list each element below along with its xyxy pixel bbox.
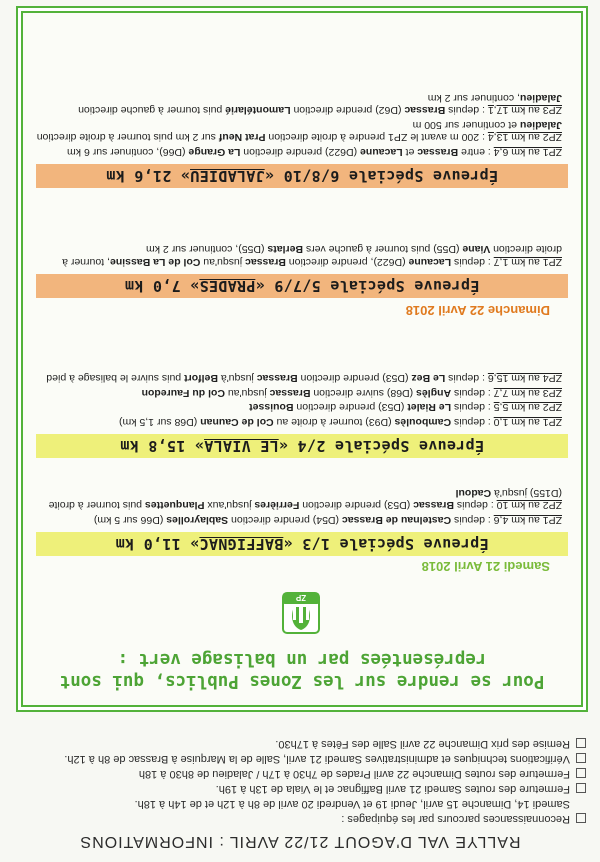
info-item [12, 736, 588, 751]
zone-entry [34, 119, 562, 144]
zone-directions: : depuis Castelnau de Brassac (D54) prendre direction Sablayrolles (D66 sur 5 km) [93, 514, 494, 526]
zone-directions: : depuis Lacaune (D622), prendre direction Brassac jusqu'au Col de La Bassine, tourner à droite direction Viane (D55) puis tourner à gauche vers Berlats (D55), continuer sur 2 km [62, 243, 562, 268]
info-list [12, 736, 588, 826]
zone-label: ZP2 au km 13,4 [487, 131, 562, 144]
stage-3-zones [34, 241, 562, 268]
info-item [12, 751, 588, 766]
logo-text: ZP [295, 593, 307, 602]
zone-directions: : depuis Le Bez (D53) prendre direction Brassac jusqu'à Belfort puis suivre le balisage à pied [46, 372, 488, 385]
stage-2-zones [34, 370, 562, 428]
zones-title: Pour se rendre sur les Zones Publics, qui sont représentées par un balisage vert : [59, 649, 545, 691]
stage-distance: » 15,8 km [120, 437, 205, 455]
sunday-date: Dimanche 22 Avril 2018 [405, 303, 550, 318]
zone-label: ZP1 au km 4,6 [493, 514, 562, 526]
special-stage-1 [36, 532, 568, 556]
zone-entry [34, 92, 562, 117]
info-item [12, 811, 588, 826]
zone-label: ZP2 au km 5,5 [493, 401, 562, 414]
zone-label: ZP3 au km 17,1 [487, 104, 562, 117]
zone-directions: : entre Brassac et Lacaune (D622) prendre direction La Grange (D66), continuer sur 6 km [67, 146, 494, 158]
zone-directions: : depuis Anglès (D68) suivre direction Brassac jusqu'au Col du Fauredon [141, 387, 494, 399]
zones-panel [16, 6, 588, 712]
zone-directions: : depuis Camboulès (D93) tourner à droite au Col de Caunan (D68 sur 1,5 km) [119, 416, 494, 428]
checkbox-icon [576, 753, 586, 763]
zone-entry [34, 372, 562, 385]
zone-label: ZP1 au km 1,0 [493, 416, 562, 428]
zone-entry [34, 514, 562, 527]
stage-distance: » 21,6 km [106, 167, 191, 185]
stage-name: JALADIEU [190, 167, 265, 185]
stage-prefix: Épreuve Spéciale 5/7/9 « [255, 277, 480, 295]
special-stage-4 [36, 164, 568, 188]
saturday-date: Samedi 21 Avril 2018 [421, 559, 550, 574]
zone-label: ZP1 au km 1,7 [493, 256, 562, 268]
zone-entry [34, 416, 562, 429]
stage-prefix: Épreuve Spéciale 1/3 « [283, 535, 489, 553]
info-text: Vérifications techniques et administratives Samedi 21 avril, Salle de la Marquise à Brassac de 8h à 12h. [64, 753, 570, 765]
stage-name: LE VIALA [204, 437, 279, 455]
zone-label: ZP2 au km 10 [496, 499, 562, 512]
special-stage-2 [36, 434, 568, 458]
stage-4-zones [34, 90, 562, 159]
stage-name: PRADES [199, 277, 256, 295]
info-item [12, 781, 588, 796]
stage-distance: » 11,0 km [115, 535, 200, 553]
info-text: Fermeture des routes Dimanche 22 avril Prades de 7h30 à 17h / Jaladieu de 8h30 à 18h [138, 768, 570, 780]
zone-directions: : depuis Le Rialet (D53) prendre direction Bouisset [249, 401, 494, 414]
zone-directions: : depuis Brassac (D53) prendre direction Ferrières jusqu'aux Planquettes puis tourner à droite (D155) jusqu'à Cadoul [48, 487, 562, 512]
zone-entry [34, 243, 562, 268]
zone-directions: : depuis Brassac (D62) prendre direction Lamontélarié puis tourner à gauche direction Jaladieu, continuer sur 2 km [78, 92, 562, 117]
checkbox-icon [576, 768, 586, 778]
info-section [0, 712, 600, 862]
checkbox-icon [576, 738, 586, 748]
stage-prefix: Épreuve Spéciale 6/8/10 « [264, 167, 498, 185]
special-stage-3 [36, 274, 568, 298]
info-text: Samedi 14, Dimanche 15 avril, Jeudi 19 et Vendredi 20 avril de 8h à 12h et de 14h à 18h. [134, 798, 570, 810]
zone-entry [34, 387, 562, 400]
zone-directions: : 200 m avant le ZP1 prendre à droite direction Prat Neuf sur 2 km puis tourner à droite direction Jaladieu et continuer sur 500 m [36, 119, 562, 144]
stage-prefix: Épreuve Spéciale 2/4 « [278, 437, 484, 455]
zp-logo-icon [282, 592, 320, 634]
zone-label: ZP3 au km 7,7 [493, 387, 562, 399]
zone-entry [34, 487, 562, 512]
zone-entry [34, 401, 562, 414]
stage-distance: » 7,0 km [124, 277, 200, 295]
info-text: Reconnaissances parcours par les équipages : [341, 813, 570, 825]
checkbox-icon [576, 783, 586, 793]
page-title: RALLYE VAL D'AGOUT 21/22 AVRIL : INFORMATIONS [79, 833, 521, 850]
stage-1-zones [34, 485, 562, 527]
info-item [12, 766, 588, 781]
info-item [12, 796, 588, 811]
zone-entry [34, 146, 562, 159]
info-text: Fermeture des routes Samedi 21 avril Baffignac et le Viala de 13h à 19h. [215, 783, 570, 795]
zone-label: ZP1 au km 6,4 [493, 146, 562, 158]
zone-label: ZP4 au km 15,6 [487, 372, 562, 385]
info-text: Remise des prix Dimanche 22 avril Salle des Fêtes à 17h30. [275, 738, 570, 750]
checkbox-icon [576, 813, 586, 823]
stage-name: BAFFIGNAC [199, 535, 284, 553]
